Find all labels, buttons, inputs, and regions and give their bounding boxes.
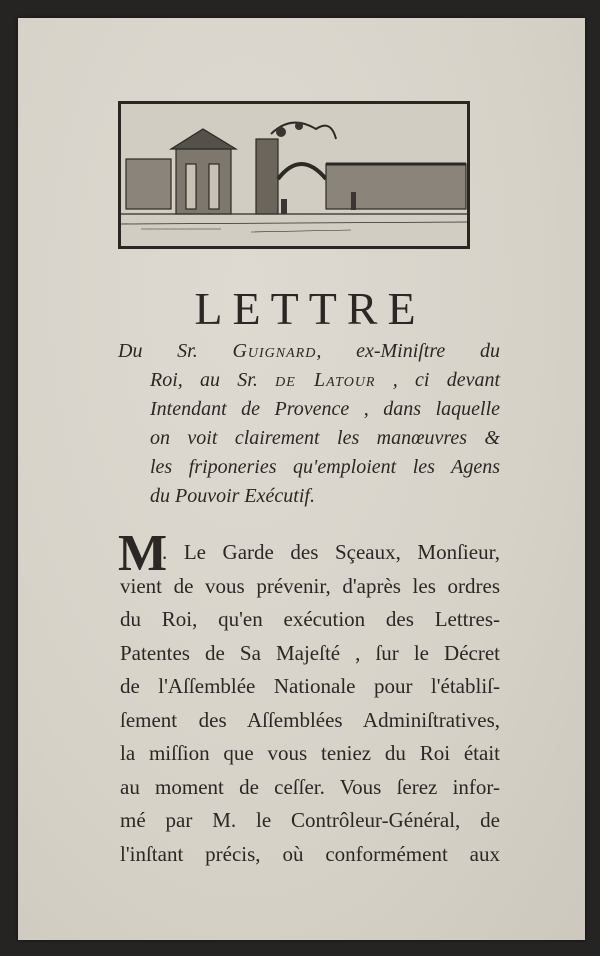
subtitle-text: , ex-Miniſtre du: [316, 340, 500, 362]
body-line: la miſſion que vous teniez du Roi était: [120, 741, 500, 765]
body-line: de l'Aſſemblée Nationale pour l'établiſ-: [120, 674, 500, 698]
document-title: LETTRE: [194, 283, 426, 334]
body-line: ſement des Aſſemblées Adminiſtratives,: [120, 708, 500, 732]
body-line: Patentes de Sa Majeſté , ſur le Décret: [120, 641, 500, 665]
body-line: du Roi, qu'en exécution des Lettres-: [120, 607, 500, 631]
subtitle-line: [150, 369, 500, 392]
subtitle-line: les friponeries qu'emploient les Agens: [150, 456, 500, 478]
body-line: . Le Garde des Sçeaux, Monſieur,: [162, 540, 500, 564]
body-line: au moment de ceſſer. Vous ſerez infor-: [120, 775, 500, 799]
drop-cap: M: [118, 525, 168, 582]
body-line: mé par M. le Contrôleur-Général, de: [120, 808, 500, 832]
engraved-vignette-illustration: [118, 101, 470, 249]
subtitle-line: du Pouvoir Exécutif.: [150, 485, 315, 507]
subtitle-text: Roi, au Sr.: [150, 369, 276, 391]
body-line: l'inſtant précis, où conformément aux: [120, 842, 500, 866]
subtitle-line: [118, 340, 500, 363]
subtitle-line: on voit clairement les manœuvres &: [150, 427, 500, 449]
body-line: vient de vous prévenir, d'après les ordres: [120, 574, 500, 598]
subtitle-text: , ci devant: [375, 369, 501, 391]
subtitle-line: Intendant de Provence , dans laquelle: [150, 398, 500, 420]
subtitle-text: Du Sr.: [118, 340, 233, 362]
recipient-name: de Latour: [275, 369, 376, 391]
vignette-garden-scene: [121, 104, 467, 246]
author-name: Guignard: [232, 340, 317, 362]
